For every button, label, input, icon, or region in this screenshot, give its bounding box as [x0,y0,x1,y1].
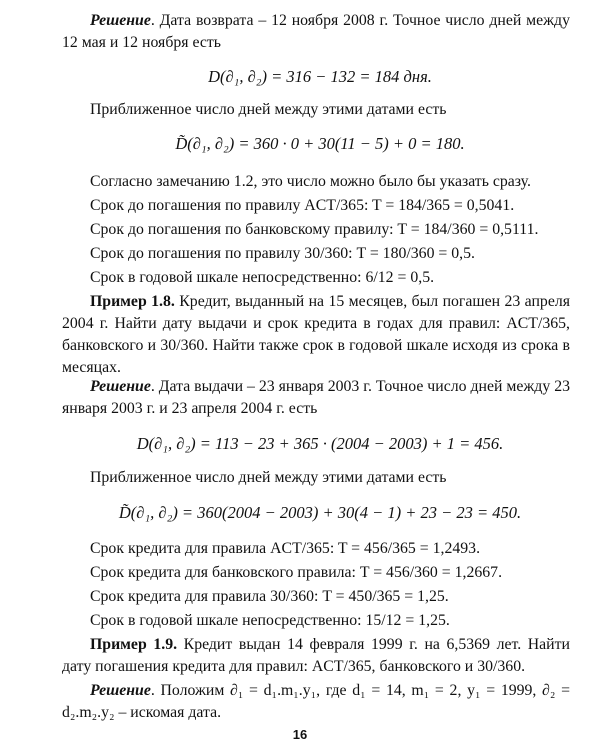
paragraph-text: Кредит выдан 14 февраля 1999 г. на 6,5369 лет. Найти дату погашения кредита для правил: ACT/365, банковского и 30/360. [62,636,570,675]
page-number: 16 [292,727,308,742]
solution-label: Решение [90,12,151,29]
solution-paragraph-2 [0,376,600,420]
term-act365-line: Срок до погашения по правилу ACT/365: T = 184/365 = 0,5041. [90,197,515,214]
credit-30-360-line: Срок кредита для правила 30/360: T = 450/365 = 1,25. [90,588,449,605]
formula-exact-days-1: D(∂₁, ∂₂) = 316 − 132 = 184 дня. [208,67,432,86]
paragraph-text: . Дата возврата – 12 ноября 2008 г. Точное число дней между 12 мая и 12 ноября есть [62,12,570,51]
solution-paragraph-1 [0,10,600,54]
example-label: Пример 1.9. [90,636,178,653]
example-1-9-paragraph [0,634,600,678]
formula-exact-days-2: D(∂₁, ∂₂) = 113 − 23 + 365 · (2004 − 2003) + 1 = 456. [136,434,504,453]
approx-days-intro-2: Приближенное число дней между этими датами есть [90,469,447,486]
example-1-8-paragraph [0,291,600,379]
term-bank-line: Срок до погашения по банковскому правилу: T = 184/360 = 0,5111. [90,221,539,238]
credit-bank-line: Срок кредита для банковского правила: T = 456/360 = 1,2667. [90,564,503,581]
approx-days-intro-1: Приближенное число дней между этими датами есть [90,101,447,118]
formula-approx-days-1: D̃(∂₁, ∂₂) = 360 · 0 + 30(11 − 5) + 0 = 180. [175,134,465,153]
credit-act365-line: Срок кредита для правила ACT/365: T = 456/365 = 1,2493. [90,540,481,557]
paragraph-text: Кредит, выданный на 15 месяцев, был погашен 23 апреля 2004 г. Найти дату выдачи и срок кредита в годах для правил: ACT/365, банковского и 30/360. Найти также срок в годовой шкале исходя из срока в месяцах. [62,293,570,376]
example-label: Пример 1.8. [90,293,175,310]
credit-year-scale-line: Срок в годовой шкале непосредственно: 15/12 = 1,25. [90,612,450,629]
solution-label: Решение [90,682,151,699]
paragraph-text: . Положим ∂₁ = d₁.m₁.y₁, где d₁ = 14, m₁ = 2, y₁ = 1999, ∂₂ = d₂.m₂.y₂ – искомая дата. [62,682,570,721]
remark-paragraph: Согласно замечанию 1.2, это число можно было бы указать сразу. [90,173,531,190]
formula-approx-days-2: D̃(∂₁, ∂₂) = 360(2004 − 2003) + 30(4 − 1) + 23 − 23 = 450. [118,503,522,522]
paragraph-text: . Дата выдачи – 23 января 2003 г. Точное число дней между 23 января 2003 г. и 23 апреля 2004 г. есть [62,378,570,417]
term-year-scale-line: Срок в годовой шкале непосредственно: 6/12 = 0,5. [90,269,435,286]
solution-label: Решение [90,378,151,395]
solution-paragraph-3 [0,680,600,724]
term-30-360-line: Срок до погашения по правилу 30/360: T = 180/360 = 0,5. [90,245,475,262]
